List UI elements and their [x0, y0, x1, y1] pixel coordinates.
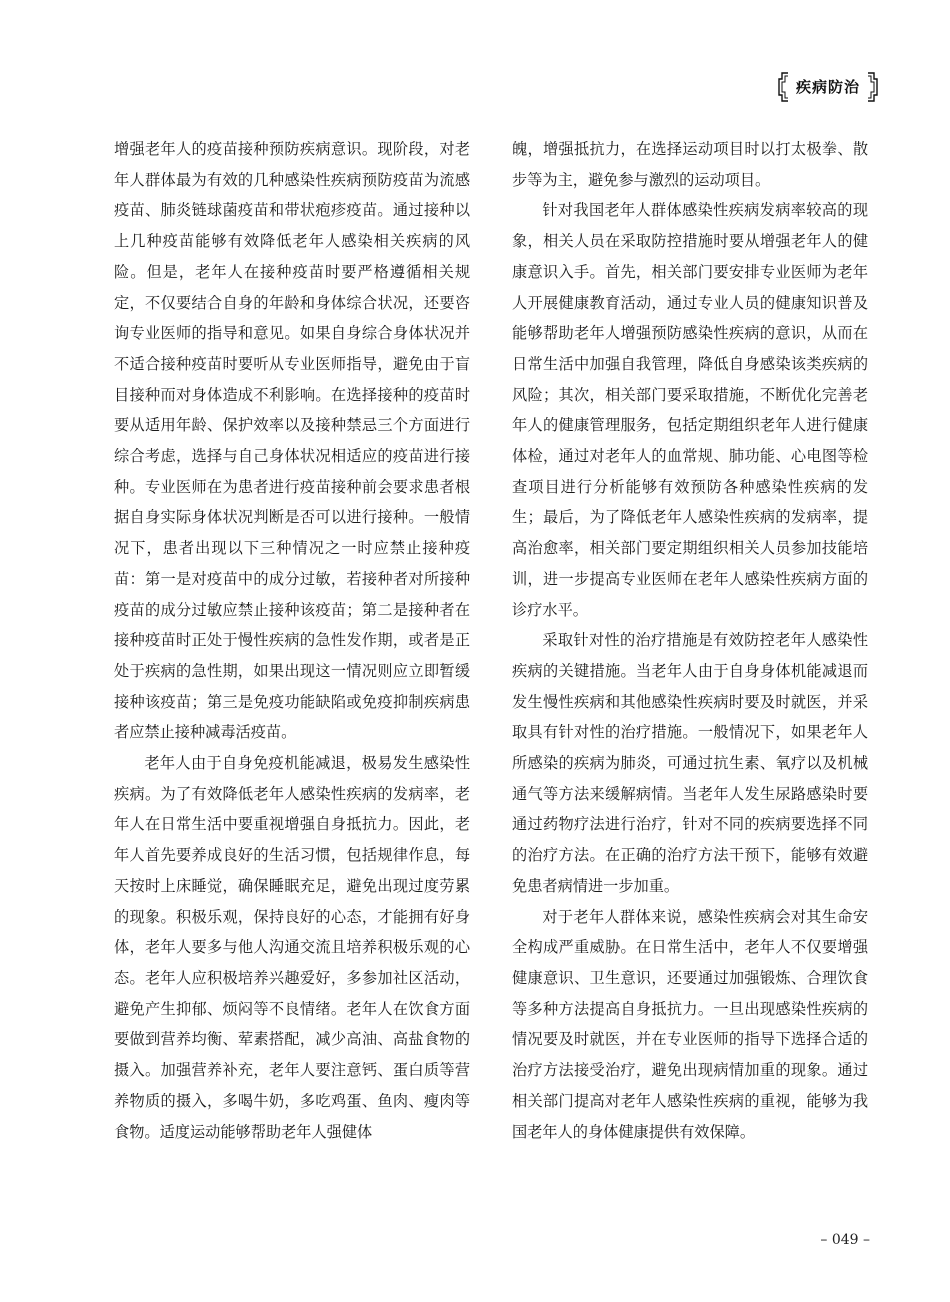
body-paragraph: 魄，增强抵抗力，在选择运动项目时以打太极拳、散步等为主，避免参与激烈的运动项目。 — [512, 140, 868, 189]
body-paragraph: 采取针对性的治疗措施是有效防控老年人感染性疾病的关键措施。当老年人由于自身身体机能减退而发生慢性疾病和其他感染性疾病时要及时就医，并采取具有针对性的治疗措施。一般情况下，如果老年人所感染的疾病为肺炎，可通过抗生素、氧疗以及机械通气等方法来缓解病情。当老年人发生尿路感染时要通过药物疗法进行治疗，针对不同的疾病要选择不同的治疗方法。在正确的治疗方法干预下，能够有效避免患者病情进一步加重。 — [512, 631, 868, 895]
body-paragraph: 老年人由于自身免疫机能减退，极易发生感染性疾病。为了有效降低老年人感染性疾病的发病率，老年人在日常生活中要重视增强自身抵抗力。因此，老年人首先要养成良好的生活习惯，包括规律作息，每天按时上床睡觉，确保睡眠充足，避免出现过度劳累的现象。积极乐观，保持良好的心态，才能拥有好身体，老年人要多与他人沟通交流且培养积极乐观的心态。老年人应积极培养兴趣爱好，多参加社区活动，避免产生抑郁、烦闷等不良情绪。老年人在饮食方面要做到营养均衡、荤素搭配，减少高油、高盐食物的摄入。加强营养补充，老年人要注意钙、蛋白质等营养物质的摄入，多喝牛奶，多吃鸡蛋、鱼肉、瘦肉等食物。适度运动能够帮助老年人强健体 — [114, 754, 470, 1141]
section-label: 疾病防治 — [795, 78, 860, 96]
right-text-column — [512, 134, 868, 1147]
page-number: – 049 – — [820, 1232, 870, 1248]
section-header-tag — [778, 70, 878, 104]
body-paragraph: 针对我国老年人群体感染性疾病发病率较高的现象，相关人员在采取防控措施时要从增强老年人的健康意识入手。首先，相关部门要安排专业医师为老年人开展健康教育活动，通过专业人员的健康知识普及能够帮助老年人增强预防感染性疾病的意识，从而在日常生活中加强自我管理，降低自身感染该类疾病的风险；其次，相关部门要采取措施，不断优化完善老年人的健康管理服务，包括定期组织老年人进行健康体检，通过对老年人的血常规、肺功能、心电图等检查项目进行分析能够有效预防各种感染性疾病的发生；最后，为了降低老年人感染性疾病的发病率，提高治愈率，相关部门要定期组织相关人员参加技能培训，进一步提高专业医师在老年人感染性疾病方面的诊疗水平。 — [512, 201, 868, 619]
left-text-column — [114, 134, 470, 1147]
body-paragraph: 对于老年人群体来说，感染性疾病会对其生命安全构成严重威胁。在日常生活中，老年人不仅要增强健康意识、卫生意识，还要通过加强锻炼、合理饮食等多种方法提高自身抵抗力。一旦出现感染性疾病的情况要及时就医，并在专业医师的指导下选择合适的治疗方法接受治疗，避免出现病情加重的现象。通过相关部门提高对老年人感染性疾病的重视，能够为我国老年人的身体健康提供有效保障。 — [512, 907, 868, 1141]
body-paragraph: 增强老年人的疫苗接种预防疾病意识。现阶段，对老年人群体最为有效的几种感染性疾病预防疫苗为流感疫苗、肺炎链球菌疫苗和带状疱疹疫苗。通过接种以上几种疫苗能够有效降低老年人感染相关疾病的风险。但是，老年人在接种疫苗时要严格遵循相关规定，不仅要结合自身的年龄和身体综合状况，还要咨询专业医师的指导和意见。如果自身综合身体状况并不适合接种疫苗时要听从专业医师指导，避免由于盲目接种而对身体造成不利影响。在选择接种的疫苗时要从适用年龄、保护效率以及接种禁忌三个方面进行综合考虑，选择与自己身体状况相适应的疫苗进行接种。专业医师在为患者进行疫苗接种前会要求患者根据自身实际身体状况判断是否可以进行接种。一般情况下，患者出现以下三种情况之一时应禁止接种疫苗：第一是对疫苗中的成分过敏，若接种者对所接种疫苗的成分过敏应禁止接种该疫苗；第二是接种者在接种疫苗时正处于慢性疾病的急性发作期，或者是正处于疾病的急性期，如果出现这一情况则应立即暂缓接种该疫苗；第三是免疫功能缺陷或免疫抑制疾病患者应禁止接种减毒活疫苗。 — [114, 140, 470, 742]
